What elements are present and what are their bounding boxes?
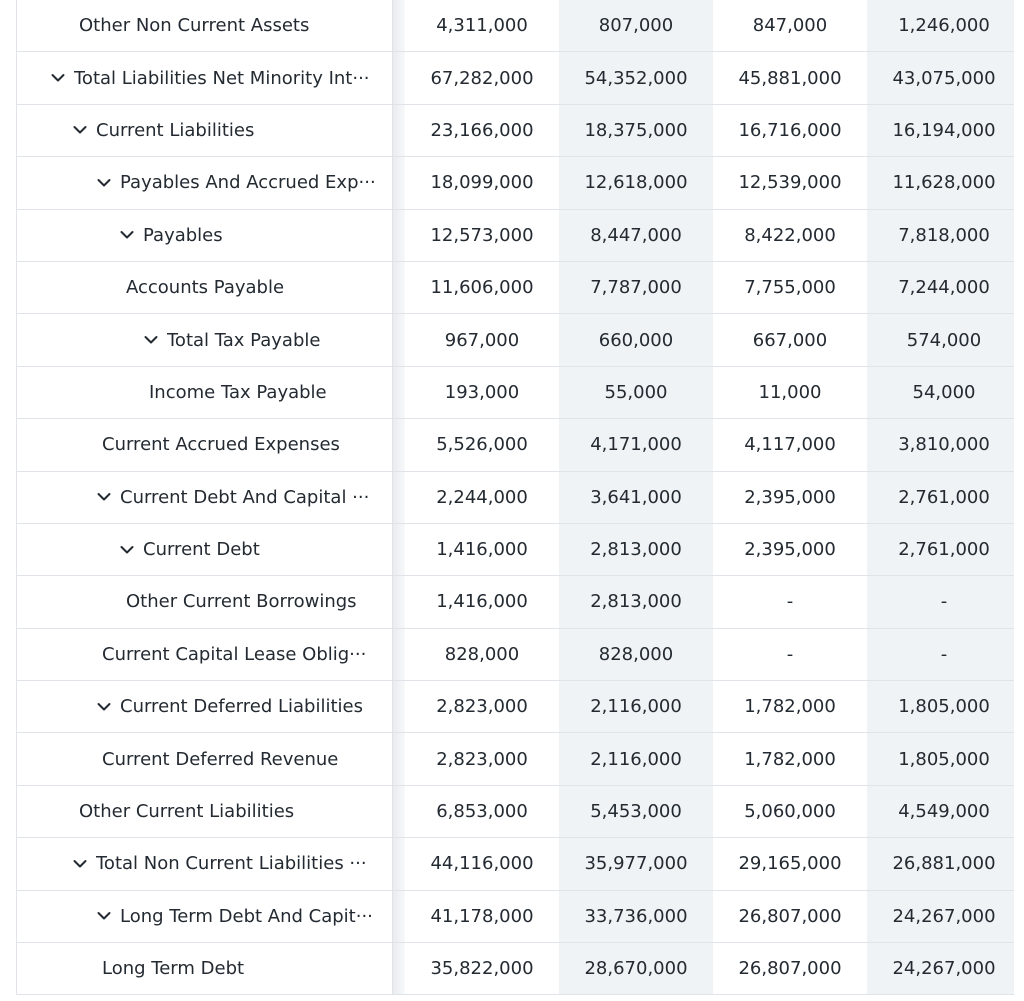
table-row xyxy=(16,210,1014,262)
value-cell: 54,352,000 xyxy=(559,52,713,103)
value-cell: 7,787,000 xyxy=(559,262,713,313)
table-row xyxy=(16,157,1014,209)
value-cell: 12,573,000 xyxy=(405,210,559,261)
value-cell: 26,807,000 xyxy=(713,943,867,994)
row-label-cell xyxy=(16,0,393,51)
sticky-column-shadow xyxy=(393,472,405,523)
value-cell: 3,810,000 xyxy=(867,419,1021,470)
value-cell: 23,166,000 xyxy=(405,105,559,156)
value-cell: 5,453,000 xyxy=(559,786,713,837)
value-cell: 828,000 xyxy=(559,629,713,680)
value-cell: 2,761,000 xyxy=(867,524,1021,575)
value-cell: 2,116,000 xyxy=(559,733,713,784)
sticky-column-shadow xyxy=(393,0,405,51)
row-label: Long Term Debt And Capit··· xyxy=(120,905,373,927)
value-cell: 5,526,000 xyxy=(405,419,559,470)
table-row xyxy=(16,314,1014,366)
sticky-column-shadow xyxy=(393,419,405,470)
value-cell: 1,805,000 xyxy=(867,681,1021,732)
table-row xyxy=(16,576,1014,628)
row-label-cell xyxy=(16,419,393,470)
value-cell: 2,813,000 xyxy=(559,524,713,575)
table-row xyxy=(16,419,1014,471)
row-label: Total Non Current Liabilities ··· xyxy=(96,853,367,875)
sticky-column-shadow xyxy=(393,838,405,889)
value-cell: 18,099,000 xyxy=(405,157,559,208)
value-cell: - xyxy=(867,576,1021,627)
row-label: Current Liabilities xyxy=(96,119,255,141)
value-cell: 12,539,000 xyxy=(713,157,867,208)
sticky-column-shadow xyxy=(393,629,405,680)
row-label: Long Term Debt xyxy=(102,958,245,980)
chevron-down-icon[interactable] xyxy=(120,543,134,557)
value-cell: 847,000 xyxy=(713,0,867,51)
table-row xyxy=(16,262,1014,314)
table-row xyxy=(16,0,1014,52)
sticky-column-shadow xyxy=(393,524,405,575)
value-cell: 7,755,000 xyxy=(713,262,867,313)
sticky-column-shadow xyxy=(393,891,405,942)
value-cell: 28,670,000 xyxy=(559,943,713,994)
row-label-cell xyxy=(16,576,393,627)
table-row xyxy=(16,52,1014,104)
value-cell: 41,178,000 xyxy=(405,891,559,942)
row-label: Payables xyxy=(143,224,223,246)
value-cell: 4,171,000 xyxy=(559,419,713,470)
value-cell: 11,628,000 xyxy=(867,157,1021,208)
row-label-cell xyxy=(16,943,393,994)
row-label: Current Accrued Expenses xyxy=(102,434,340,456)
sticky-column-shadow xyxy=(393,314,405,365)
row-label: Total Liabilities Net Minority Int··· xyxy=(74,67,370,89)
value-cell: 8,422,000 xyxy=(713,210,867,261)
value-cell: 2,116,000 xyxy=(559,681,713,732)
value-cell: 33,736,000 xyxy=(559,891,713,942)
value-cell: 24,267,000 xyxy=(867,943,1021,994)
table-row xyxy=(16,733,1014,785)
value-cell: 193,000 xyxy=(405,367,559,418)
value-cell: 4,311,000 xyxy=(405,0,559,51)
value-cell: 43,075,000 xyxy=(867,52,1021,103)
row-label: Total Tax Payable xyxy=(167,329,321,351)
value-cell: 6,853,000 xyxy=(405,786,559,837)
value-cell: 1,246,000 xyxy=(867,0,1021,51)
chevron-down-icon[interactable] xyxy=(97,700,111,714)
sticky-column-shadow xyxy=(393,576,405,627)
value-cell: 18,375,000 xyxy=(559,105,713,156)
row-label-cell[interactable] xyxy=(16,891,393,942)
value-cell: 67,282,000 xyxy=(405,52,559,103)
value-cell: 35,822,000 xyxy=(405,943,559,994)
value-cell: 828,000 xyxy=(405,629,559,680)
chevron-down-icon[interactable] xyxy=(97,909,111,923)
value-cell: 2,395,000 xyxy=(713,524,867,575)
row-label-cell xyxy=(16,733,393,784)
value-cell: 45,881,000 xyxy=(713,52,867,103)
table-row xyxy=(16,891,1014,943)
row-label: Current Deferred Revenue xyxy=(102,748,339,770)
value-cell: 807,000 xyxy=(559,0,713,51)
balance-sheet-table xyxy=(16,0,1014,995)
row-label-cell[interactable] xyxy=(16,105,393,156)
value-cell: 5,060,000 xyxy=(713,786,867,837)
value-cell: 967,000 xyxy=(405,314,559,365)
row-label: Current Debt xyxy=(143,539,260,561)
table-row xyxy=(16,524,1014,576)
row-label-cell xyxy=(16,786,393,837)
scroll-edge xyxy=(1014,0,1024,1001)
row-label-cell[interactable] xyxy=(16,314,393,365)
chevron-down-icon[interactable] xyxy=(73,857,87,871)
value-cell: 4,549,000 xyxy=(867,786,1021,837)
table-row xyxy=(16,472,1014,524)
row-label: Other Non Current Assets xyxy=(79,15,310,37)
sticky-column-shadow xyxy=(393,105,405,156)
row-label: Payables And Accrued Exp··· xyxy=(120,172,376,194)
sticky-column-shadow xyxy=(393,210,405,261)
value-cell: - xyxy=(713,629,867,680)
value-cell: 29,165,000 xyxy=(713,838,867,889)
table-row xyxy=(16,105,1014,157)
value-cell: 44,116,000 xyxy=(405,838,559,889)
value-cell: 1,416,000 xyxy=(405,524,559,575)
sticky-column-shadow xyxy=(393,157,405,208)
chevron-down-icon[interactable] xyxy=(51,71,65,85)
sticky-column-shadow xyxy=(393,681,405,732)
value-cell: - xyxy=(867,629,1021,680)
chevron-down-icon[interactable] xyxy=(97,176,111,190)
table-row xyxy=(16,786,1014,838)
table-row xyxy=(16,367,1014,419)
table-row xyxy=(16,943,1014,995)
value-cell: 16,194,000 xyxy=(867,105,1021,156)
chevron-down-icon[interactable] xyxy=(144,333,158,347)
value-cell: 3,641,000 xyxy=(559,472,713,523)
table-row xyxy=(16,681,1014,733)
sticky-column-shadow xyxy=(393,262,405,313)
row-label-cell[interactable] xyxy=(16,524,393,575)
value-cell: 1,782,000 xyxy=(713,733,867,784)
table-row xyxy=(16,838,1014,890)
value-cell: 2,813,000 xyxy=(559,576,713,627)
value-cell: 667,000 xyxy=(713,314,867,365)
value-cell: 1,782,000 xyxy=(713,681,867,732)
value-cell: 7,244,000 xyxy=(867,262,1021,313)
row-label: Current Deferred Liabilities xyxy=(120,696,363,718)
table-row xyxy=(16,629,1014,681)
sticky-column-shadow xyxy=(393,786,405,837)
row-label: Income Tax Payable xyxy=(149,381,327,403)
value-cell: 12,618,000 xyxy=(559,157,713,208)
chevron-down-icon[interactable] xyxy=(120,228,134,242)
row-label-cell xyxy=(16,367,393,418)
value-cell: 11,000 xyxy=(713,367,867,418)
value-cell: 26,807,000 xyxy=(713,891,867,942)
row-label-cell[interactable] xyxy=(16,472,393,523)
value-cell: 1,805,000 xyxy=(867,733,1021,784)
row-label: Current Debt And Capital ··· xyxy=(120,486,370,508)
sticky-column-shadow xyxy=(393,733,405,784)
row-label: Other Current Liabilities xyxy=(79,801,295,823)
value-cell: 54,000 xyxy=(867,367,1021,418)
sticky-column-shadow xyxy=(393,943,405,994)
value-cell: 660,000 xyxy=(559,314,713,365)
value-cell: 4,117,000 xyxy=(713,419,867,470)
value-cell: 55,000 xyxy=(559,367,713,418)
value-cell: 24,267,000 xyxy=(867,891,1021,942)
row-label-cell[interactable] xyxy=(16,157,393,208)
value-cell: 7,818,000 xyxy=(867,210,1021,261)
value-cell: 2,395,000 xyxy=(713,472,867,523)
row-label: Current Capital Lease Oblig··· xyxy=(102,643,367,665)
row-label-cell[interactable] xyxy=(16,838,393,889)
value-cell: 2,761,000 xyxy=(867,472,1021,523)
row-label-cell[interactable] xyxy=(16,52,393,103)
value-cell: 16,716,000 xyxy=(713,105,867,156)
row-label-cell xyxy=(16,262,393,313)
chevron-down-icon[interactable] xyxy=(73,123,87,137)
value-cell: 1,416,000 xyxy=(405,576,559,627)
value-cell: 574,000 xyxy=(867,314,1021,365)
row-label-cell[interactable] xyxy=(16,681,393,732)
value-cell: 2,823,000 xyxy=(405,733,559,784)
value-cell: 8,447,000 xyxy=(559,210,713,261)
row-label-cell[interactable] xyxy=(16,210,393,261)
value-cell: 2,823,000 xyxy=(405,681,559,732)
row-label-cell xyxy=(16,629,393,680)
value-cell: 35,977,000 xyxy=(559,838,713,889)
row-label: Accounts Payable xyxy=(126,277,285,299)
chevron-down-icon[interactable] xyxy=(97,490,111,504)
value-cell: - xyxy=(713,576,867,627)
value-cell: 26,881,000 xyxy=(867,838,1021,889)
sticky-column-shadow xyxy=(393,52,405,103)
row-label: Other Current Borrowings xyxy=(126,591,357,613)
value-cell: 11,606,000 xyxy=(405,262,559,313)
sticky-column-shadow xyxy=(393,367,405,418)
value-cell: 2,244,000 xyxy=(405,472,559,523)
